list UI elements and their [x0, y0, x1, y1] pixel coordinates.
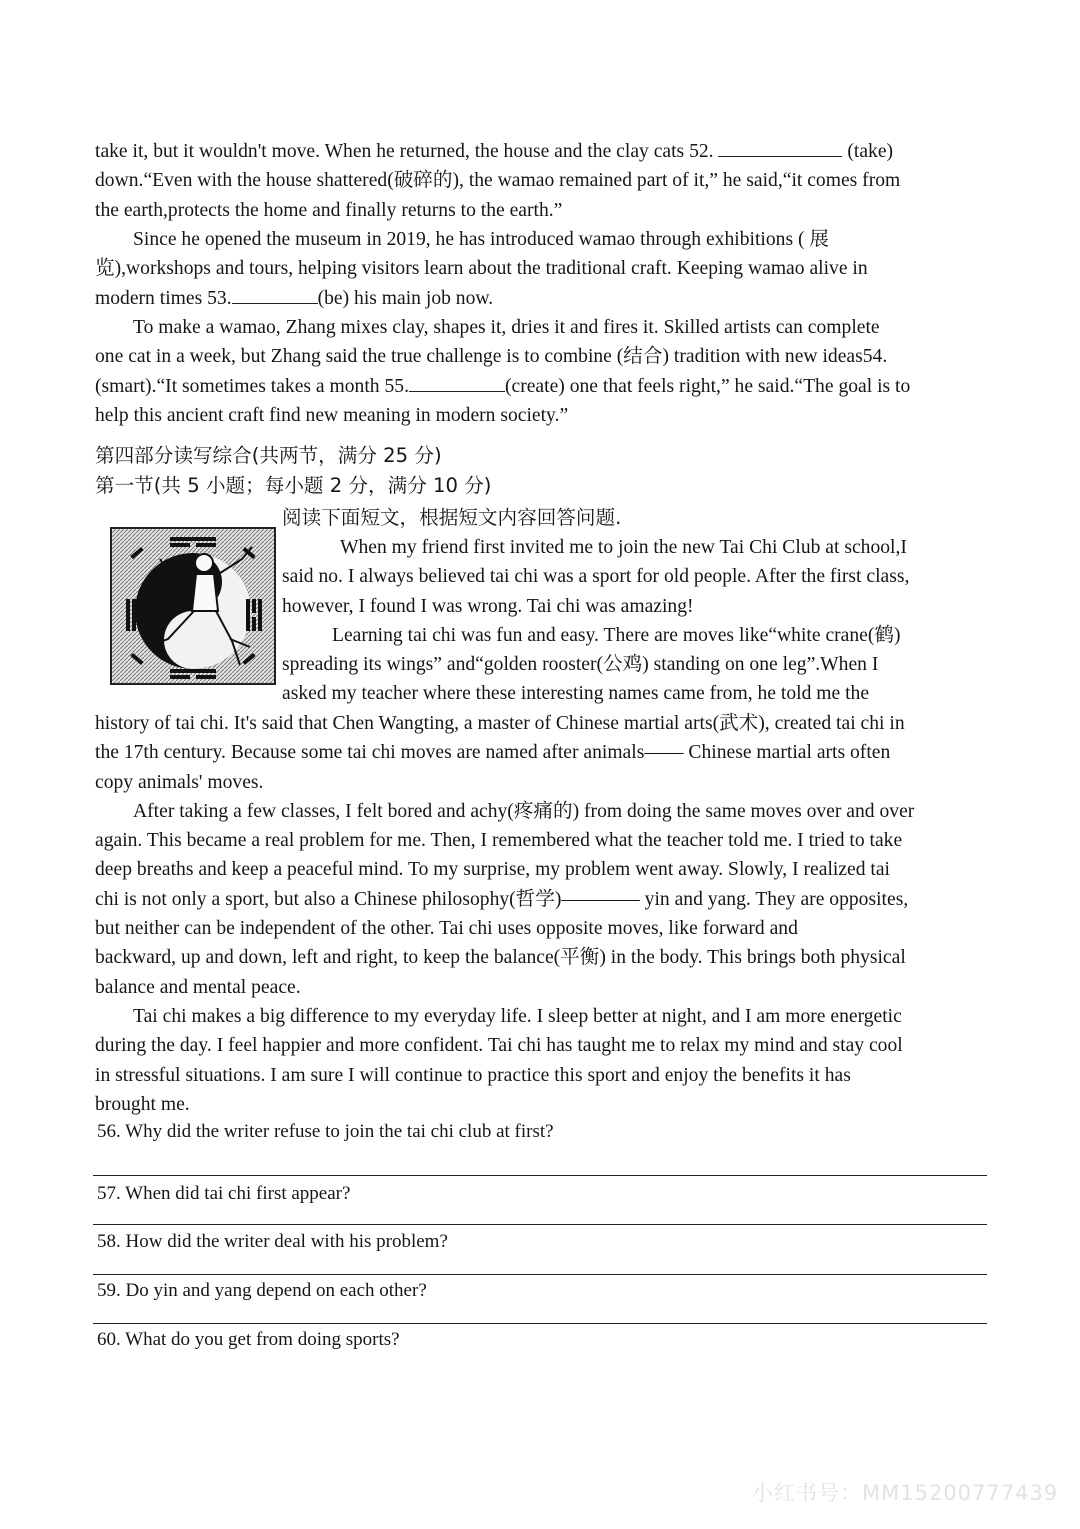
text-line: To make a wamao, Zhang mixes clay, shapes it, dries it and fires it. Skilled artists can complete: [133, 317, 880, 338]
answer-line-58[interactable]: [93, 1274, 987, 1275]
blank-52[interactable]: [718, 138, 842, 157]
question-60: 60. What do you get from doing sports?: [97, 1329, 400, 1350]
passage-paragraph-3: [95, 313, 988, 430]
text-line: Since he opened the museum in 2019, he has introduced wamao through exhibitions ( 展: [133, 229, 829, 250]
text-line: modern times 53. (be) his main job now.: [95, 284, 988, 313]
question-57: 57. When did tai chi first appear?: [97, 1183, 351, 1204]
tai-chi-figure-icon: [112, 529, 274, 683]
text-line: backward, up and down, left and right, to keep the balance(平衡) in the body. This brings both physical: [95, 947, 906, 969]
text-line: said no. I always believed tai chi was a sport for old people. After the first class,: [282, 566, 910, 588]
text-line: but neither can be independent of the other. Tai chi uses opposite moves, like forward and: [95, 918, 798, 940]
text-line: asked my teacher where these interesting names came from, he told me the: [282, 683, 870, 705]
text-line: deep breaths and keep a peaceful mind. To my surprise, my problem went away. Slowly, I realized tai: [95, 859, 890, 881]
text-line: When my friend first invited me to join the new Tai Chi Club at school,I: [340, 537, 907, 558]
text-line: Learning tai chi was fun and easy. There are moves like“white crane(鹤): [332, 624, 901, 646]
answer-line-59[interactable]: [93, 1323, 987, 1324]
part-title: 第四部分读写综合(共两节，满分 25 分): [95, 444, 442, 467]
text-line: the earth,protects the home and finally returns to the earth.”: [95, 199, 563, 221]
question-56: 56. Why did the writer refuse to join the tai chi club at first?: [97, 1121, 554, 1142]
passage-paragraph-1: [95, 137, 988, 225]
text-line: history of tai chi. It's said that Chen Wangting, a master of Chinese martial arts(武术), created tai chi in: [95, 713, 905, 734]
text-line: the 17th century. Because some tai chi moves are named after animals—— Chinese martial arts often: [95, 742, 891, 764]
reading-wrapped-text: [282, 533, 989, 709]
text-line: copy animals' moves.: [95, 771, 264, 793]
blank-55[interactable]: [409, 373, 505, 392]
text-line: (smart).“It sometimes takes a month 55. (create) one that feels right,” he said.“The goal is to: [95, 372, 988, 401]
text-line: again. This became a real problem for me. Then, I remembered what the teacher told me. I tried to take: [95, 830, 903, 852]
text-line: balance and mental peace.: [95, 976, 301, 998]
question-58: 58. How did the writer deal with his problem?: [97, 1231, 448, 1252]
passage-paragraph-2: [95, 225, 988, 313]
text-line: take it, but it wouldn't move. When he returned, the house and the clay cats 52. (take): [95, 137, 988, 166]
text-line: in stressful situations. I am sure I will continue to practice this sport and enjoy the benefits it has: [95, 1064, 851, 1086]
blank-53[interactable]: [232, 285, 318, 304]
question-59: 59. Do yin and yang depend on each other?: [97, 1280, 427, 1301]
text-line: Tai chi makes a big difference to my everyday life. I sleep better at night, and I am more energetic: [133, 1005, 902, 1027]
text-line: 览),workshops and tours, helping visitors learn about the traditional craft. Keeping wamao alive in: [95, 258, 868, 280]
text-line: After taking a few classes, I felt bored and achy(疼痛的) from doing the same moves over and over: [133, 800, 915, 822]
reading-full-text: [95, 709, 988, 1119]
text-line: however, I found I was wrong. Tai chi was amazing!: [282, 595, 694, 617]
instruction-text: 阅读下面短文，根据短文内容回答问题.: [282, 506, 622, 529]
text-line: brought me.: [95, 1093, 190, 1115]
text-line: help this ancient craft find new meaning in modern society.”: [95, 404, 569, 426]
text-line: down.“Even with the house shattered(破碎的), the wamao remained part of it,” he said,“it comes from: [95, 170, 901, 192]
watermark: 小红书号：MM15200777439: [752, 1481, 1059, 1505]
answer-line-56[interactable]: [93, 1175, 987, 1176]
tai-chi-illustration: [110, 527, 276, 685]
section-subtitle: 第一节(共 5 小题；每小题 2 分，满分 10 分): [95, 474, 492, 497]
text-line: spreading its wings” and“golden rooster(公鸡) standing on one leg”.When I: [282, 654, 879, 676]
text-line: one cat in a week, but Zhang said the true challenge is to combine (结合) tradition with new ideas54.: [95, 346, 888, 368]
text-line: during the day. I feel happier and more confident. Tai chi has taught me to relax my mind and stay cool: [95, 1035, 903, 1057]
answer-line-57[interactable]: [93, 1224, 987, 1225]
text-line: chi is not only a sport, but also a Chinese philosophy(哲学)———— yin and yang. They are opposites,: [95, 888, 909, 910]
